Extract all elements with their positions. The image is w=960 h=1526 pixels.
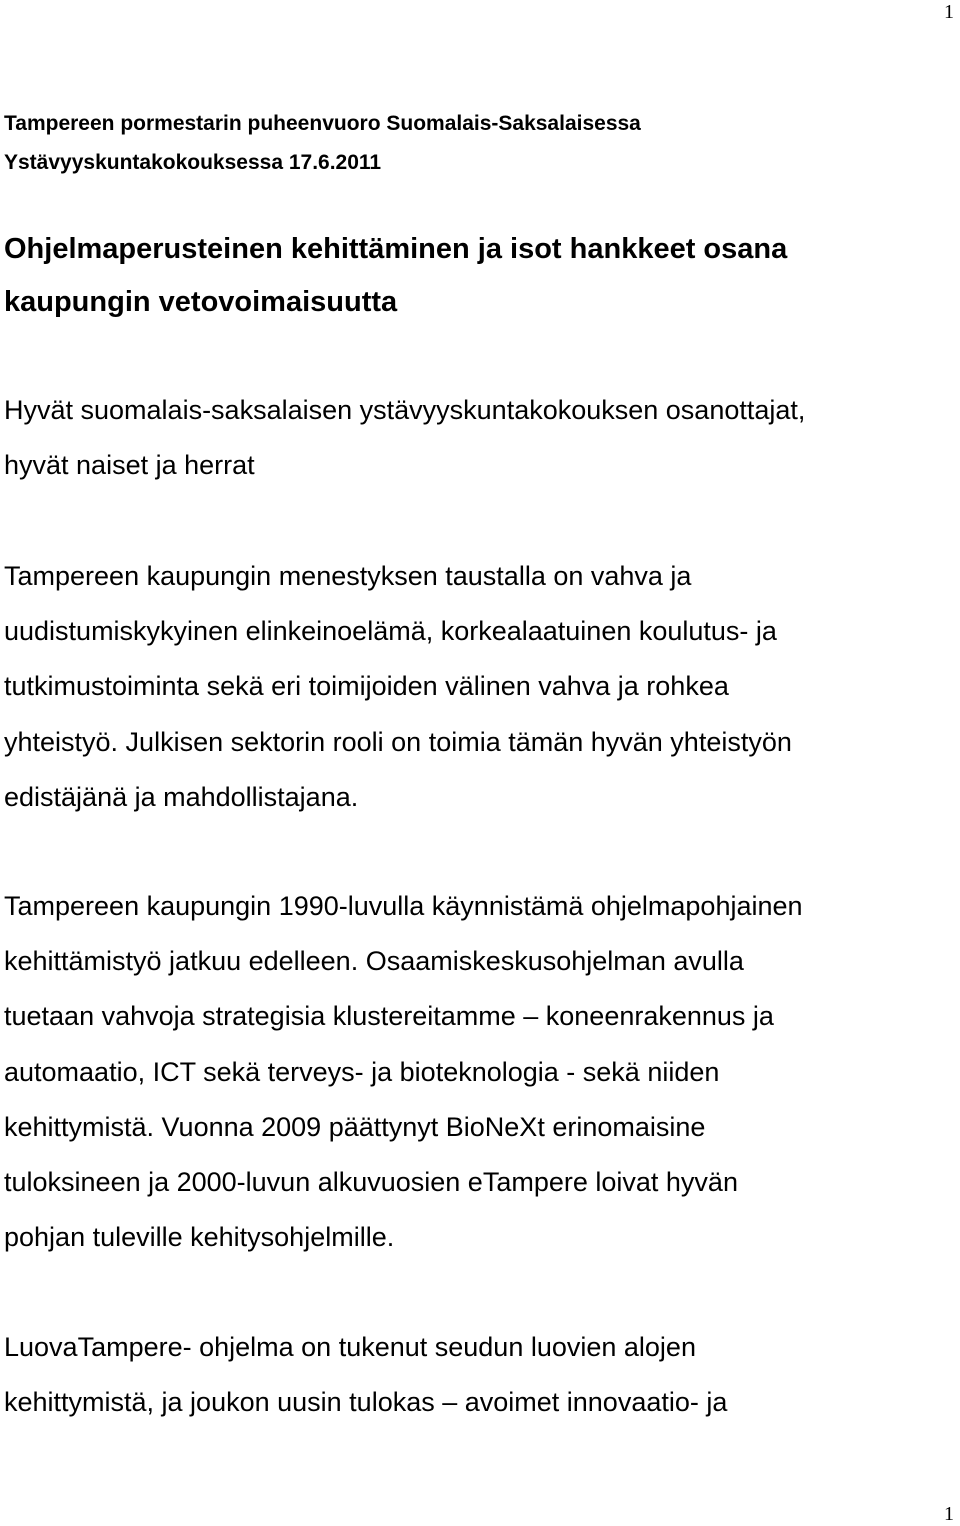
paragraph-development-programs: [4, 879, 954, 1265]
speech-title-line: Tampereen pormestarin puheenvuoro Suomalais-Saksalaisessa: [4, 112, 641, 135]
paragraph-line: yhteistyö. Julkisen sektorin rooli on toimia tämän hyvän yhteistyön: [4, 726, 792, 757]
main-heading: [4, 223, 954, 329]
main-heading-line: kaupungin vetovoimaisuutta: [4, 286, 398, 318]
paragraph-line: kehittymistä, ja joukon uusin tulokas – avoimet innovaatio- ja: [4, 1387, 728, 1418]
paragraph-line: hyvät naiset ja herrat: [4, 450, 255, 481]
paragraph-line: automaatio, ICT sekä terveys- ja bioteknologia - sekä niiden: [4, 1056, 720, 1087]
paragraph-line: tuetaan vahvoja strategisia klustereitamme – koneenrakennus ja: [4, 1001, 774, 1032]
paragraph-success-factors: [4, 549, 954, 825]
paragraph-line: Hyvät suomalais-saksalaisen ystävyyskuntakokouksen osanottajat,: [4, 395, 806, 425]
speech-title-line: Ystävyyskuntakokouksessa 17.6.2011: [4, 151, 382, 174]
paragraph-line: tutkimustoiminta sekä eri toimijoiden välinen vahva ja rohkea: [4, 671, 729, 702]
paragraph-line: kehittämistyö jatkuu edelleen. Osaamiskeskusohjelman avulla: [4, 946, 744, 977]
paragraph-line: tuloksineen ja 2000-luvun alkuvuosien eTampere loivat hyvän: [4, 1167, 738, 1198]
paragraph-line: LuovaTampere- ohjelma on tukenut seudun luovien alojen: [4, 1332, 696, 1362]
main-heading-line: Ohjelmaperusteinen kehittäminen ja isot hankkeet osana: [4, 233, 788, 265]
paragraph-line: Tampereen kaupungin menestyksen taustalla on vahva ja: [4, 561, 692, 591]
page-number-top: 1: [944, 1, 954, 23]
paragraph-line: kehittymistä. Vuonna 2009 päättynyt BioNeXt erinomaisine: [4, 1111, 706, 1142]
paragraph-line: Tampereen kaupungin 1990-luvulla käynnistämä ohjelmapohjainen: [4, 891, 803, 921]
paragraph-luova-tampere: [4, 1320, 954, 1430]
paragraph-line: uudistumiskykyinen elinkeinoelämä, korkealaatuinen koulutus- ja: [4, 616, 777, 647]
greeting-paragraph: [4, 383, 954, 493]
page-number-bottom: 1: [944, 1503, 954, 1525]
paragraph-line: edistäjänä ja mahdollistajana.: [4, 781, 359, 812]
paragraph-line: pohjan tuleville kehitysohjelmille.: [4, 1222, 395, 1253]
speech-title: [4, 104, 954, 182]
